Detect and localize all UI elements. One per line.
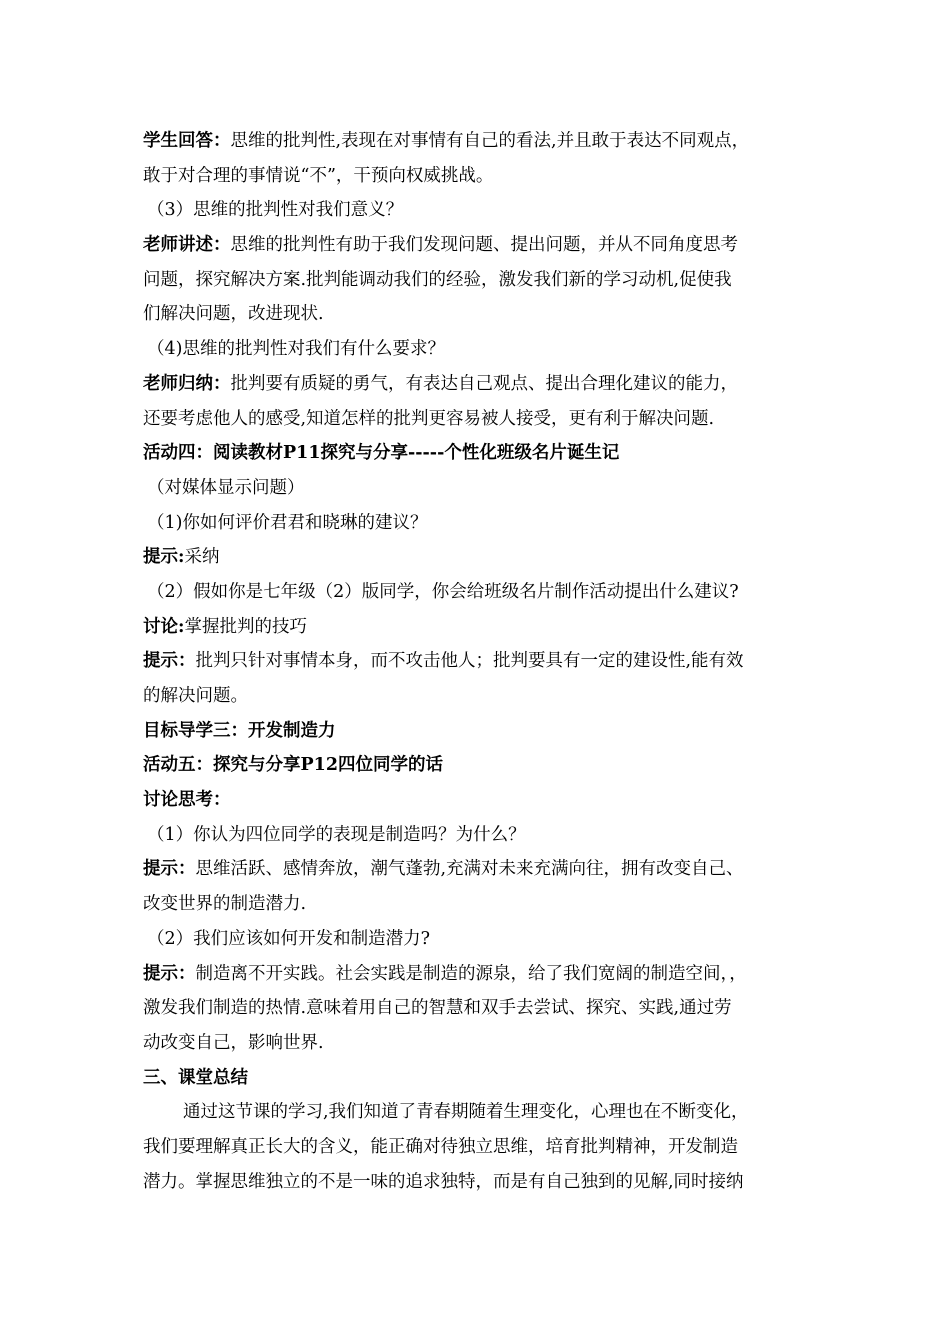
text-line bbox=[143, 367, 823, 402]
line-text: 我们要理解真正长大的含义，能正确对待独立思维，培育批判精神，开发制造 bbox=[143, 1136, 738, 1157]
bold-label: 提示: bbox=[143, 547, 185, 568]
line-text: 潜力。掌握思维独立的不是一味的追求独特，而是有自己独到的见解,同时接纳 bbox=[143, 1171, 744, 1192]
question-line bbox=[143, 818, 823, 853]
bold-label: 三、课堂总结 bbox=[143, 1067, 248, 1088]
text-line bbox=[143, 540, 823, 575]
line-text: 还要考虑他人的感受,知道怎样的批判更容易被人接受，更有利于解决问题. bbox=[143, 408, 715, 429]
bold-label: 讨论: bbox=[143, 616, 185, 637]
paragraph-line bbox=[143, 1095, 823, 1130]
line-text: （2）假如你是七年级（2）版同学，你会给班级名片制作活动提出什么建议? bbox=[147, 581, 739, 602]
line-text: （1）你认为四位同学的表现是制造吗？为什么？ bbox=[147, 824, 526, 845]
line-text: 通过这节课的学习,我们知道了青春期随着生理变化，心理也在不断变化， bbox=[183, 1102, 749, 1123]
activity-heading bbox=[143, 748, 823, 783]
bold-label: 讨论思考： bbox=[143, 790, 231, 811]
text-line bbox=[143, 263, 823, 298]
line-text: 们解决问题，改进现状. bbox=[143, 304, 324, 325]
question-line bbox=[143, 575, 823, 610]
line-text: 的解决问题。 bbox=[143, 686, 248, 706]
line-text: （3）思维的批判性对我们意义？ bbox=[147, 200, 404, 221]
text-line bbox=[143, 159, 823, 194]
line-text: 批判要有质疑的勇气，有表达自己观点、提出合理化建议的能力， bbox=[230, 373, 738, 394]
discussion-heading bbox=[143, 783, 823, 818]
paragraph-line bbox=[143, 1165, 823, 1200]
text-line bbox=[143, 644, 823, 679]
bold-label: 目标导学三：开发制造力 bbox=[143, 720, 336, 741]
line-text: 动改变自己，影响世界. bbox=[143, 1032, 324, 1053]
line-text: 思维的批判性有助于我们发现问题、提出问题，并从不同角度思考 bbox=[230, 235, 738, 256]
question-line bbox=[143, 332, 823, 367]
activity-heading bbox=[143, 436, 823, 471]
line-text: （对媒体显示问题） bbox=[147, 477, 305, 498]
line-text: （1)你如何评价君君和晓琳的建议？ bbox=[147, 512, 428, 533]
text-line bbox=[143, 402, 823, 437]
section-heading bbox=[143, 1061, 823, 1096]
line-text: 批判只针对事情本身，而不攻击他人；批判要具有一定的建设性,能有效 bbox=[195, 651, 744, 672]
question-line bbox=[143, 506, 823, 541]
line-text: 敢于对合理的事情说“不”，干预向权威挑战。 bbox=[143, 165, 494, 186]
question-line bbox=[143, 193, 823, 228]
bold-label: 学生回答： bbox=[143, 131, 231, 151]
bold-label: 活动五：探究与分享P12四位同学的话 bbox=[143, 755, 444, 776]
text-line bbox=[143, 124, 823, 159]
line-text: 掌握批判的技巧 bbox=[184, 616, 307, 637]
text-line bbox=[143, 471, 823, 506]
bold-label: 老师讲述： bbox=[143, 235, 231, 256]
line-text: 激发我们制造的热情.意味着用自己的智慧和双手去尝试、探究、实践,通过劳 bbox=[143, 998, 732, 1019]
text-line bbox=[143, 887, 823, 922]
line-text: （4)思维的批判性对我们有什么要求？ bbox=[147, 339, 445, 360]
text-line bbox=[143, 957, 823, 992]
document-body bbox=[143, 124, 823, 1199]
text-line bbox=[143, 991, 823, 1026]
line-text: 制造离不开实践。社会实践是制造的源泉，给了我们宽阔的制造空间，， bbox=[195, 963, 747, 984]
bold-label: 活动四：阅读教材P11探究与分享-----个性化班级名片诞生记 bbox=[143, 443, 620, 464]
text-line bbox=[143, 228, 823, 263]
text-line bbox=[143, 1026, 823, 1061]
text-line bbox=[143, 297, 823, 332]
line-text: 采纳 bbox=[184, 547, 220, 568]
text-line bbox=[143, 852, 823, 887]
question-line bbox=[143, 922, 823, 957]
line-text: 思维的批判性,表现在对事情有自己的看法,并且敢于表达不同观点， bbox=[230, 131, 750, 151]
text-line bbox=[143, 610, 823, 645]
section-heading bbox=[143, 714, 823, 749]
line-text: 问题，探究解决方案.批判能调动我们的经验，激发我们新的学习动机,促使我 bbox=[143, 269, 732, 290]
line-text: 改变世界的制造潜力. bbox=[143, 894, 307, 915]
bold-label: 提示： bbox=[143, 963, 196, 984]
paragraph-line bbox=[143, 1130, 823, 1165]
line-text: （2）我们应该如何开发和制造潜力? bbox=[147, 928, 431, 949]
bold-label: 提示： bbox=[143, 859, 196, 880]
bold-label: 老师归纳： bbox=[143, 373, 231, 394]
text-line bbox=[143, 679, 823, 714]
bold-label: 提示： bbox=[143, 651, 196, 672]
line-text: 思维活跃、感情奔放，潮气蓬勃,充满对未来充满向往，拥有改变自己、 bbox=[195, 859, 744, 880]
